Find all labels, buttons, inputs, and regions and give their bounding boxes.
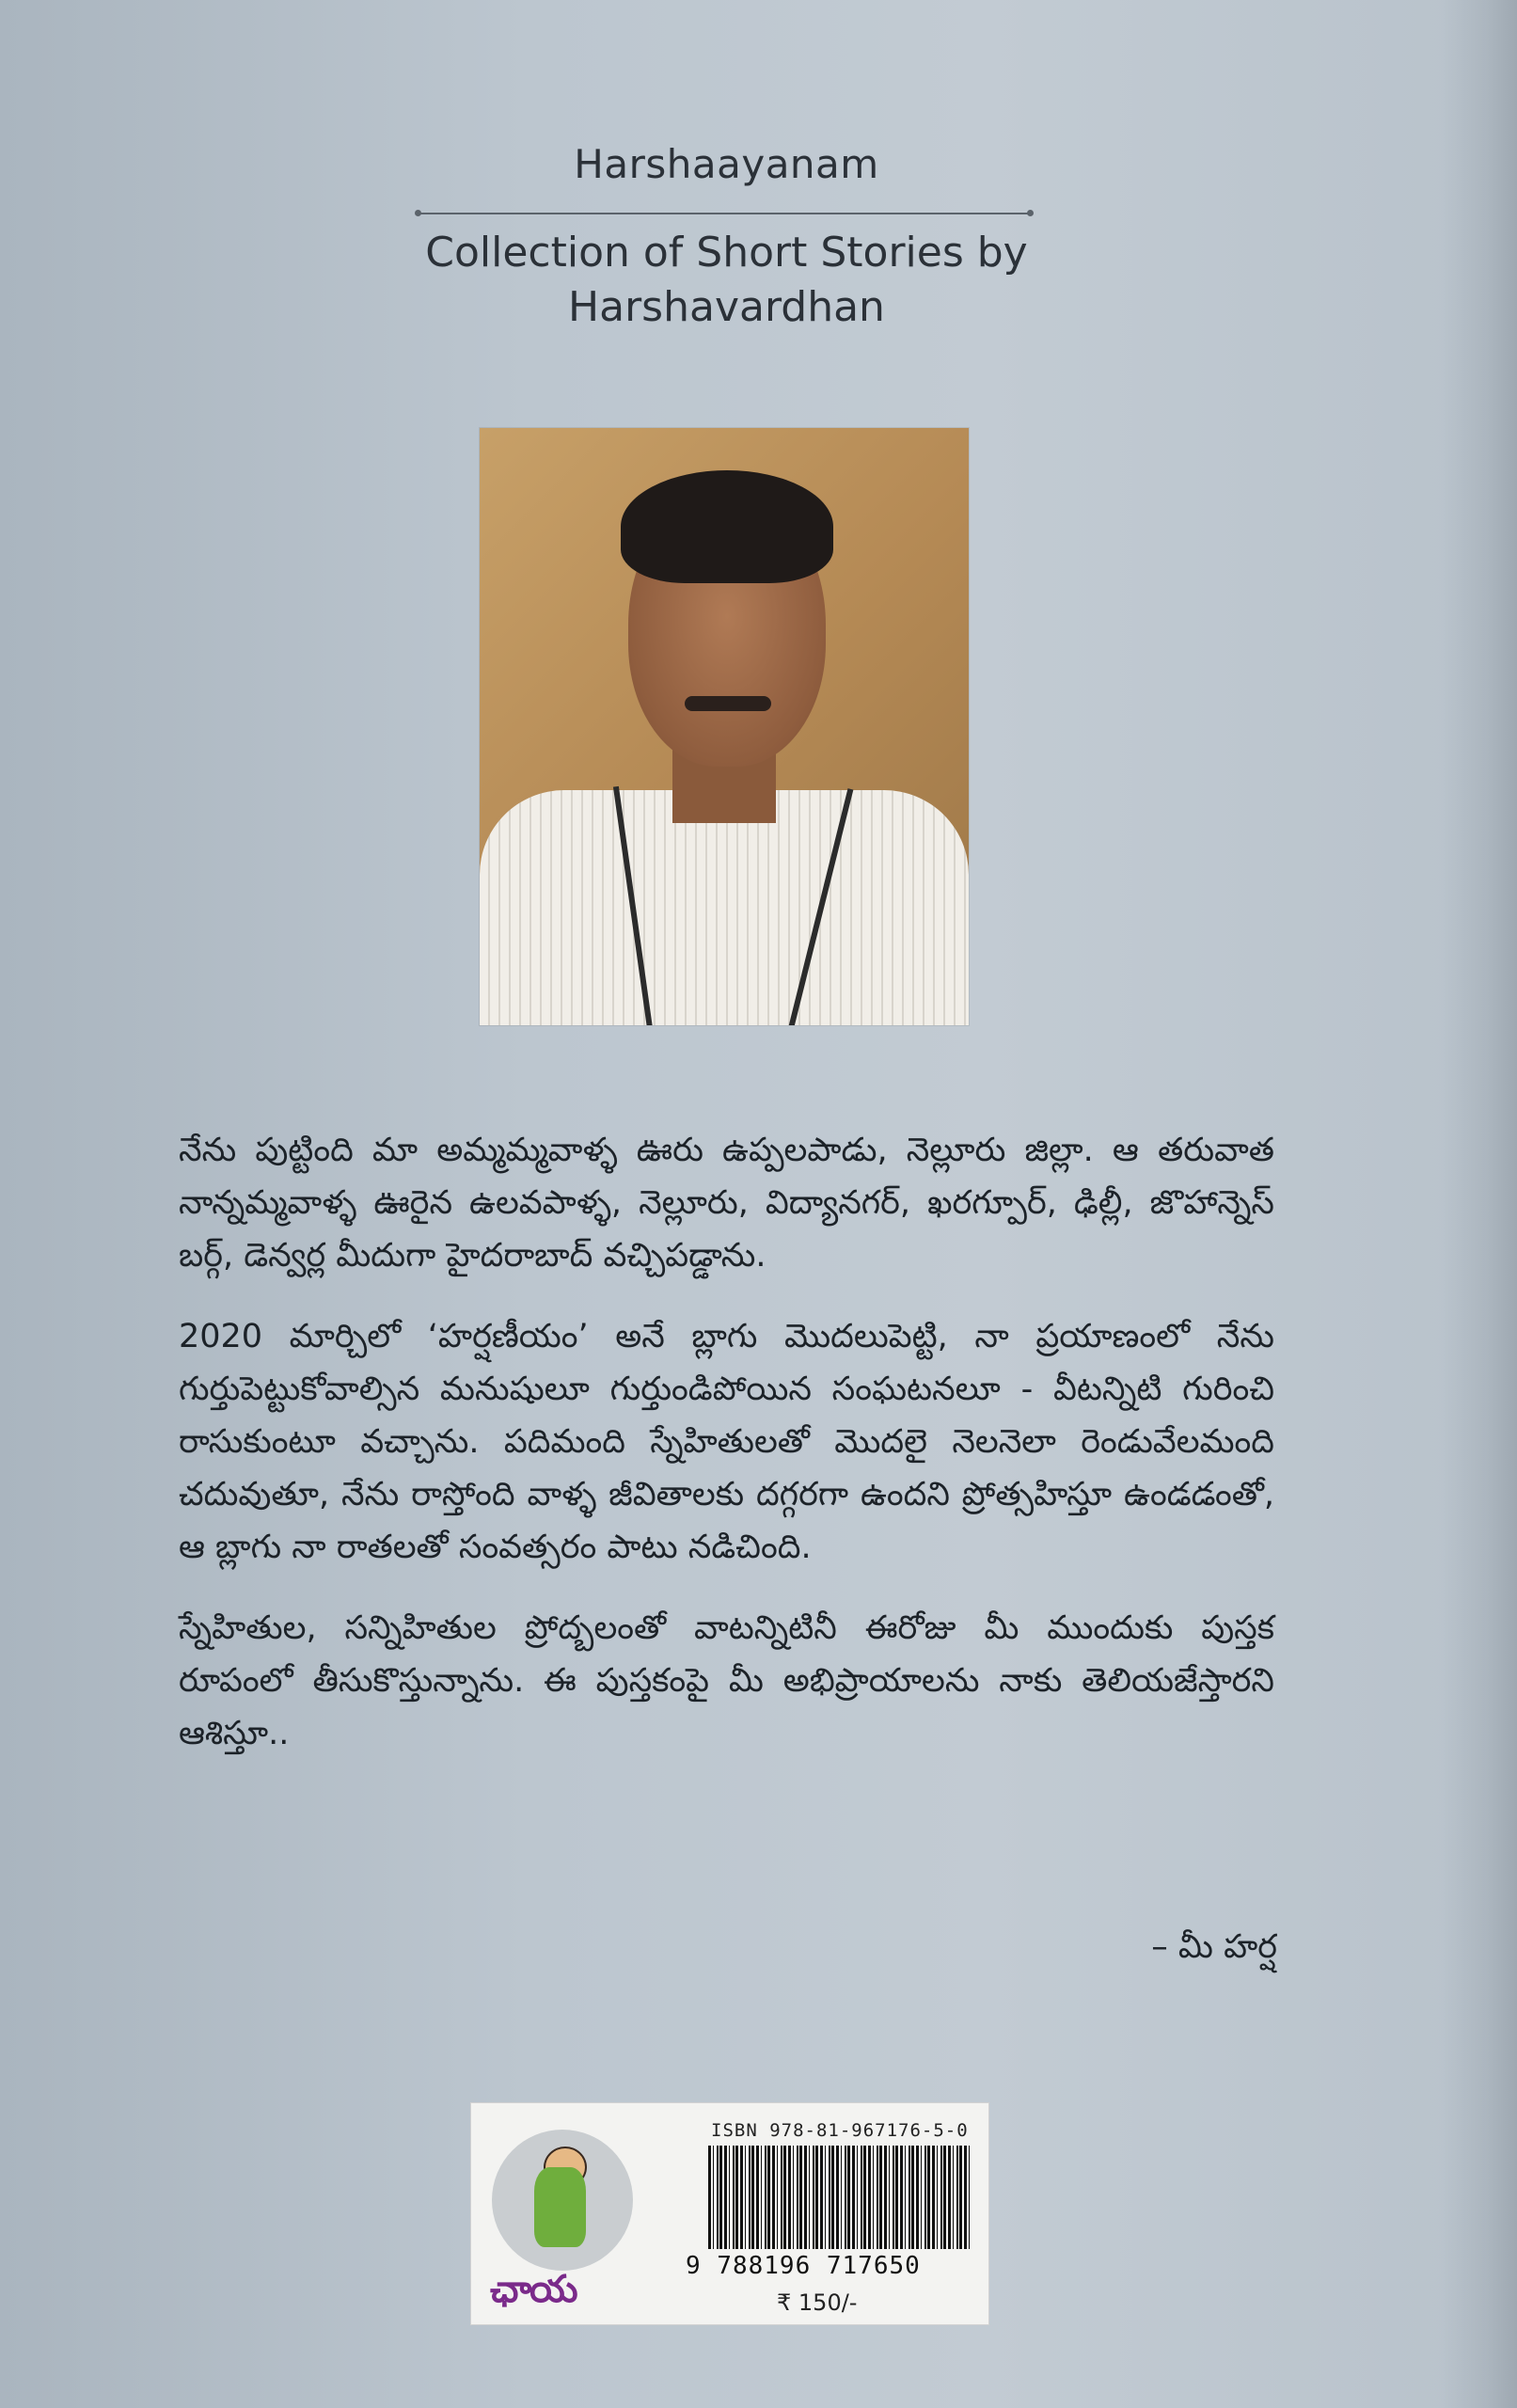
publisher-logo-text: ఛాయ (490, 2268, 577, 2311)
barcode-icon (708, 2146, 972, 2249)
publisher-logo-icon (492, 2130, 633, 2271)
subtitle-line-2: Harshavardhan (568, 283, 885, 331)
author-blurb (179, 1124, 1274, 1788)
photo-shirt (480, 790, 969, 1025)
title-divider (419, 213, 1030, 214)
isbn-price-sticker (470, 2102, 989, 2325)
barcode-digits: 9 788196 717650 (686, 2252, 921, 2280)
book-title: Harshaayanam (574, 141, 879, 187)
blurb-paragraph-2: 2020 మార్చిలో ‘హర్షణీయం’ అనే బ్లాగు మొదలుపెట్టి, నా ప్రయాణంలో నేను గుర్తుపెట్టుకోవాల్సిన మనుషులూ గుర్తుండిపోయిన సంఘటనలూ - వీటన్నిటి గురించి రాసుకుంటూ వచ్చాను. పదిమంది స్నేహితులతో మొదలై నెలనెలా రెండువేలమంది చదువుతూ, నేను రాస్తోంది వాళ్ళ జీవితాలకు దగ్గరగా ఉందని ప్రోత్సహిస్తూ ఉండడంతో, ఆ బ్లాగు నా రాతలతో సంవత్సరం పాటు నడిచింది. (179, 1318, 1274, 1566)
book-price: ₹ 150/- (777, 2289, 858, 2316)
author-signature: – మీ హర్ష (1151, 1928, 1277, 1966)
blurb-paragraph-1: నేను పుట్టింది మా అమ్మమ్మవాళ్ళ ఊరు ఉప్పలపాడు, నెల్లూరు జిల్లా. ఆ తరువాత నాన్నమ్మవాళ్ళ ఊరైన ఉలవపాళ్ళ, నెల్లూరు, విద్యానగర్, ఖరగ్పూర్, ఢిల్లీ, జొహాన్నెస్ బర్గ్, డెన్వర్ల మీదుగా హైదరాబాద్ వచ్చిపడ్డాను. (179, 1132, 1274, 1275)
logo-character-body (534, 2167, 586, 2247)
isbn-label: ISBN 978-81-967176-5-0 (711, 2120, 969, 2141)
photo-hair (621, 470, 833, 583)
spine-edge-shadow (1442, 0, 1517, 2408)
blurb-paragraph-3: స్నేహితుల, సన్నిహితుల ప్రోద్బలంతో వాటన్నిటినీ ఈరోజు మీ ముందుకు పుస్తక రూపంలో తీసుకొస్తున్నాను. ఈ పుస్తకంపై మీ అభిప్రాయాలను నాకు తెలియజేస్తారని ఆశిస్తూ.. (179, 1609, 1274, 1752)
book-subtitle (0, 226, 1453, 335)
author-photo (480, 428, 969, 1025)
subtitle-line-1: Collection of Short Stories by (425, 229, 1028, 277)
photo-mustache (685, 696, 771, 711)
